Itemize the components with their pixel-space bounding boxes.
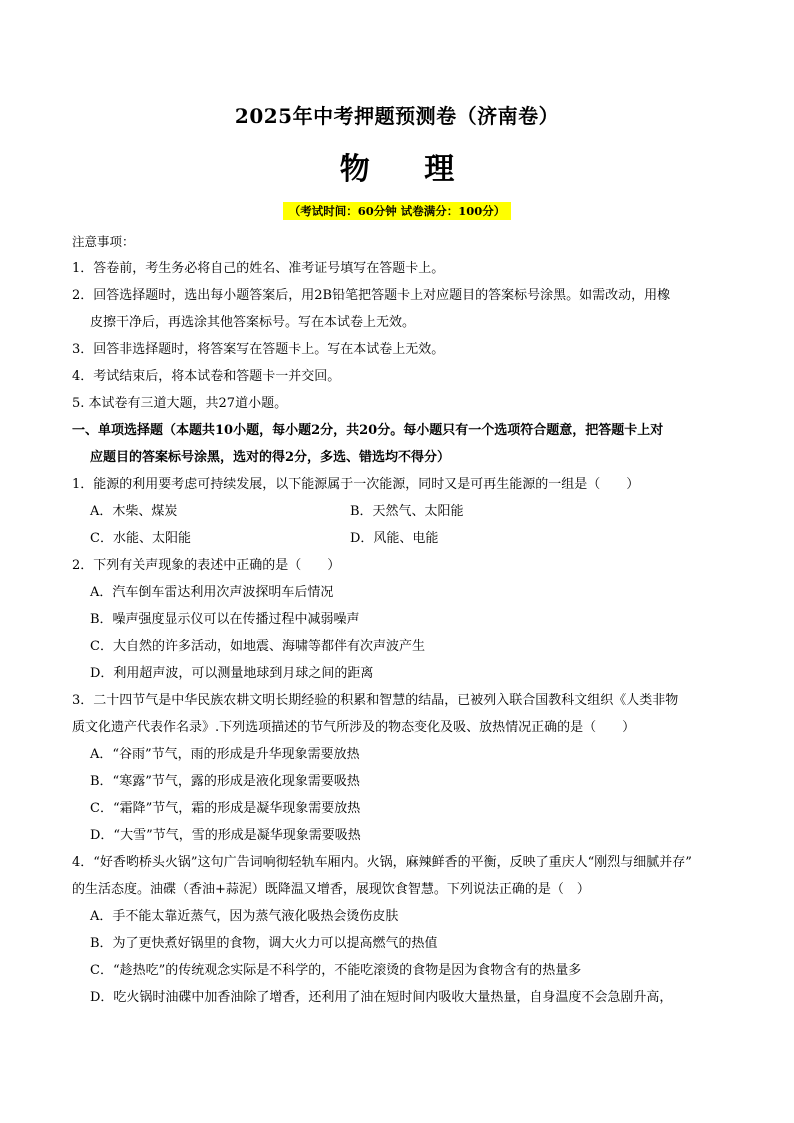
question-4-stem: 4．“好香哟桥头火锅”这句广告词响彻轻轨车厢内。火锅，麻辣鲜香的平衡，反映了重庆人“刚烈与细腻并存”: [72, 855, 692, 870]
exam-content: [72, 228, 730, 1011]
question-4-option-c: C．“趁热吃”的传统观念实际是不科学的，不能吃滚烫的食物是因为食物含有的热量多: [90, 963, 582, 978]
notice-item-1: 1．答卷前，考生务必将自己的姓名、准考证号填写在答题卡上。: [72, 261, 445, 276]
subject-title: 物 理: [339, 152, 477, 187]
question-2-option-c: C．大自然的许多活动，如地震、海啸等都伴有次声波产生: [90, 639, 425, 654]
question-3-option-a: A．“谷雨”节气，雨的形成是升华现象需要放热: [90, 747, 360, 762]
question-3-stem: 3．二十四节气是中华民族农耕文明长期经验的积累和智慧的结晶，已被列入联合国教科文组织《人类非物: [72, 693, 679, 708]
question-2-option-b: B．噪声强度显示仪可以在传播过程中减弱噪声: [90, 612, 360, 627]
question-1-option-a: A．木柴、煤炭: [90, 504, 178, 519]
question-3-stem-cont: 质文化遗产代表作名录》.下列选项描述的节气所涉及的物态变化及吸、放热情况正确的是（ ）: [72, 720, 636, 735]
exam-info-container: [0, 200, 794, 220]
question-1-options-row-2: [72, 525, 730, 552]
question-2-stem: 2．下列有关声现象的表述中正确的是（ ）: [72, 558, 341, 573]
question-2-option-a: A．汽车倒车雷达利用次声波探明车后情况: [90, 585, 334, 600]
notice-heading: 注意事项：: [72, 234, 135, 249]
notice-item-3: 3．回答非选择题时，将答案写在答题卡上。写在本试卷上无效。: [72, 342, 445, 357]
question-4-option-a: A．手不能太靠近蒸气，因为蒸气液化吸热会烫伤皮肤: [90, 909, 399, 924]
question-3-option-b: B．“寒露”节气，露的形成是液化现象需要吸热: [90, 774, 360, 789]
exam-info-highlight: （考试时间：60分钟 试卷满分：100分）: [283, 202, 512, 220]
notice-item-2-cont: 皮擦干净后，再选涂其他答案标号。写在本试卷上无效。: [90, 315, 416, 330]
notice-item-5: 5. 本试卷有三道大题，共27道小题。: [72, 396, 288, 411]
question-4-option-d: D．吃火锅时油碟中加香油除了增香，还利用了油在短时间内吸收大量热量，自身温度不会急剧升高，: [90, 990, 673, 1005]
question-3-option-d: D．“大雪”节气，雪的形成是凝华现象需要吸热: [90, 828, 361, 843]
question-4-option-b: B．为了更快煮好锅里的食物，调大火力可以提高燃气的热值: [90, 936, 438, 951]
section-heading: 一、单项选择题（本题共10小题，每小题2分，共20分。每小题只有一个选项符合题意，把答题卡上对: [72, 423, 664, 438]
question-1-option-d: D．风能、电能: [350, 531, 439, 546]
notice-item-2: 2．回答选择题时，选出每小题答案后，用2B铅笔把答题卡上对应题目的答案标号涂黑。如需改动，用橡: [72, 288, 671, 303]
question-1-options-row-1: [72, 498, 730, 525]
notice-item-4: 4．考试结束后，将本试卷和答题卡一并交回。: [72, 369, 341, 384]
exam-title: 2025年中考押题预测卷（济南卷）: [234, 104, 560, 128]
question-4-stem-cont: 的生活态度。油碟（香油+蒜泥）既降温又增香，展现饮食智慧。下列说法正确的是（ ）: [72, 882, 590, 897]
question-1-option-b: B．天然气、太阳能: [350, 504, 464, 519]
question-1-stem: 1．能源的利用要考虑可持续发展，以下能源属于一次能源，同时又是可再生能源的一组是（ ）: [72, 477, 640, 492]
question-1-option-c: C．水能、太阳能: [90, 531, 191, 546]
question-2-option-d: D．利用超声波，可以测量地球到月球之间的距离: [90, 666, 374, 681]
section-heading-cont: 应题目的答案标号涂黑，选对的得2分，多选、错选均不得分）: [90, 450, 451, 465]
question-3-option-c: C．“霜降”节气，霜的形成是凝华现象需要放热: [90, 801, 361, 816]
